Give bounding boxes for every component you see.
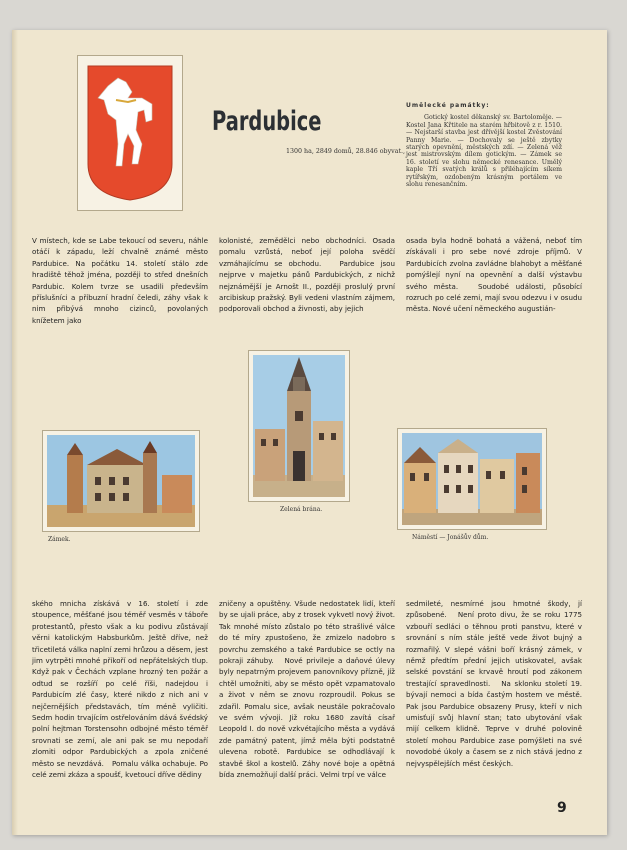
coat-of-arms-card — [77, 55, 183, 211]
castle-picture — [42, 430, 200, 532]
square-caption: Náměstí — Jonášův dům. — [412, 534, 489, 541]
text-column-1-bottom: ského mnicha získává v 16. století i zde stoupence, měšťané jsou téměř vesměs v táboře protestantů, přesto však a ku podivu zůstávají věrni katolickým Habsburkům. Ještě dříve, než třicetiletá válka naplní zemi hrůzou a děsem, jest jim vytrpěti mnohé příkoří od nepřátelských tlup. Když pak v Čechách vzplane hrozný ten požár a odtud se rozšíří po celé říši, nadejdou i Pardubicím zlé časy, které nikdo z nich ani v nejčernějších představách, tím méně vyličiti. Sedm hodin trvajícím ostřelováním dává švédský polní hejtman Torstensohn odbojné město téměř srovnati se zemí, ale ani pak se mu nepodaří zlomiti odpor Pardubických a zpola zničené město se nevzdává. Pomalu válka ochabuje. Po celé zemi zkáza a spoušť, kvetoucí dříve dědiny — [32, 599, 208, 780]
text-column-3-top: osada byla hodně bohatá a vážená, neboť tím získávali i pro sebe nové zdroje příjmů. V Pardubicích zvolna zavládne blahobyt a měšťané pomýšlejí nyní na opevnění a další výstavbu svého města. Soudobé události, působící rozruch po celé zemi, mají svou odezvu i v osudu města. Nové učení německého augustián- — [406, 236, 582, 314]
monuments-text: Gotický kostel děkanský sv. Bartoloměje. — Kostel Jana Křtitele na starém hřbitově z r. 1510. — Nejstarší stavba jest dřívější kostel Zvěstování Panny Marie. — Dochovaly se ještě zbytky starých opevnění, městských zdí. — Zelená věž jest mistrovským dílem gotickým. — Zámek se 16. století ve slohu německé renesance. Umělý kaple Tří svatých králů s přiléhajícím síkem rytířským, ozdobeným krásným portálem ve slohu renesančním. — [406, 114, 562, 189]
gate-caption: Zelená brána. — [280, 506, 323, 513]
castle-illustration — [47, 435, 195, 527]
coat-of-arms-icon — [86, 64, 174, 202]
text-column-3-bottom: sedmileté, nesmírné jsou hmotné škody, jí způsobené. Není proto divu, že se roku 1775 vzbouří sedláci o těhnou proti panstvu, které v srovnání s ním stále ještě vede život bujný a rozmařilý. V slepé vášni boří krásný zámek, v němž předtím přední jejich utiskovatel, avšak selské povstání se krvavě hroutí pod zákonem trestající spravedlnosti. Na sklonku století 19. bývají nemoci a bída častým hostem ve městě. Pak jsou Pardubice obsazeny Prusy, kteří v nich umisťují svůj hlavní stan; tato ubytování však mijí celkem klidně. Teprve v druhé polovině století mohou Pardubice zase pomýšleti na své novodobé úkoly a časem se z nich stává jedno z nejvyspělejších měst českých. — [406, 599, 582, 768]
monuments-heading: Umělecké památky: — [406, 102, 490, 109]
page-title: Pardubice — [212, 106, 322, 137]
text-column-2-bottom: zničeny a opuštěny. Všude nedostatek lidí, kteří by se ujali práce, aby z trosek vykvetl nový život. Tak mnohé místo zůstalo po této strašlivé válce do té míry zpustošeno, že zmizelo nadobro s povrchu zemského a také Pardubice se octly na pokraji záhuby. Nové privileje a daňové úlevy byly nepatrným projevem panovníkovy přízně, jíž chtěl umožniti, aby se město opět vzpamatovalo a život v něm se znovu rozproudil. Pokus se zdařil. Pomalu sice, avšak neustále pokračovalo ve svém vývoji. Již roku 1680 zavítá císař Leopold I. do nově vzkvétajícího města a vydává zde památný patent, jímž měla býti podstatně ulevena robotě. Pardubice se odhodlávají k stavbě škol a kostelů. Záhy nové boje a opětná bída znemožňují další práci. Velmi trpí ve válce — [219, 599, 395, 780]
square-picture — [397, 428, 547, 530]
book-page — [12, 30, 607, 835]
castle-caption: Zámek. — [48, 536, 71, 543]
monuments-box — [406, 102, 562, 188]
text-column-1-top: V místech, kde se Labe tekoucí od severu, náhle otáčí k západu, leží chvalně známé město Pardubice. Na počátku 14. století stálo zde hradiště těhož jména, později to střed dnešních Pardubic. Kolem tvrze se usadili především příslušníci a příbuzní hradní čeledi, záhy však k nim přibývá mnoho cizinců, povolaných knížetem jako — [32, 236, 208, 325]
town-square-illustration — [402, 433, 542, 525]
page-gutter — [12, 30, 18, 835]
page-number: 9 — [557, 800, 567, 816]
green-gate-illustration — [253, 355, 345, 497]
text-column-2-top: kolonisté, zemědělci nebo obchodníci. Osada pomalu vzrůstá, neboť její poloha svědčí vzmáhajícímu se obchodu. Pardubice jsou nejprve v majetku pánů Pardubických, z nichž nejznámější je Arnošt II., později proslulý první arcibiskup pražský. Byli vedeni vlastním zájmem, podporovali obchod a živnosti, aby jejich — [219, 236, 395, 314]
gate-picture — [248, 350, 350, 502]
city-statistics: 1300 ha, 2849 domů, 28.846 obyvat., — [286, 148, 405, 155]
